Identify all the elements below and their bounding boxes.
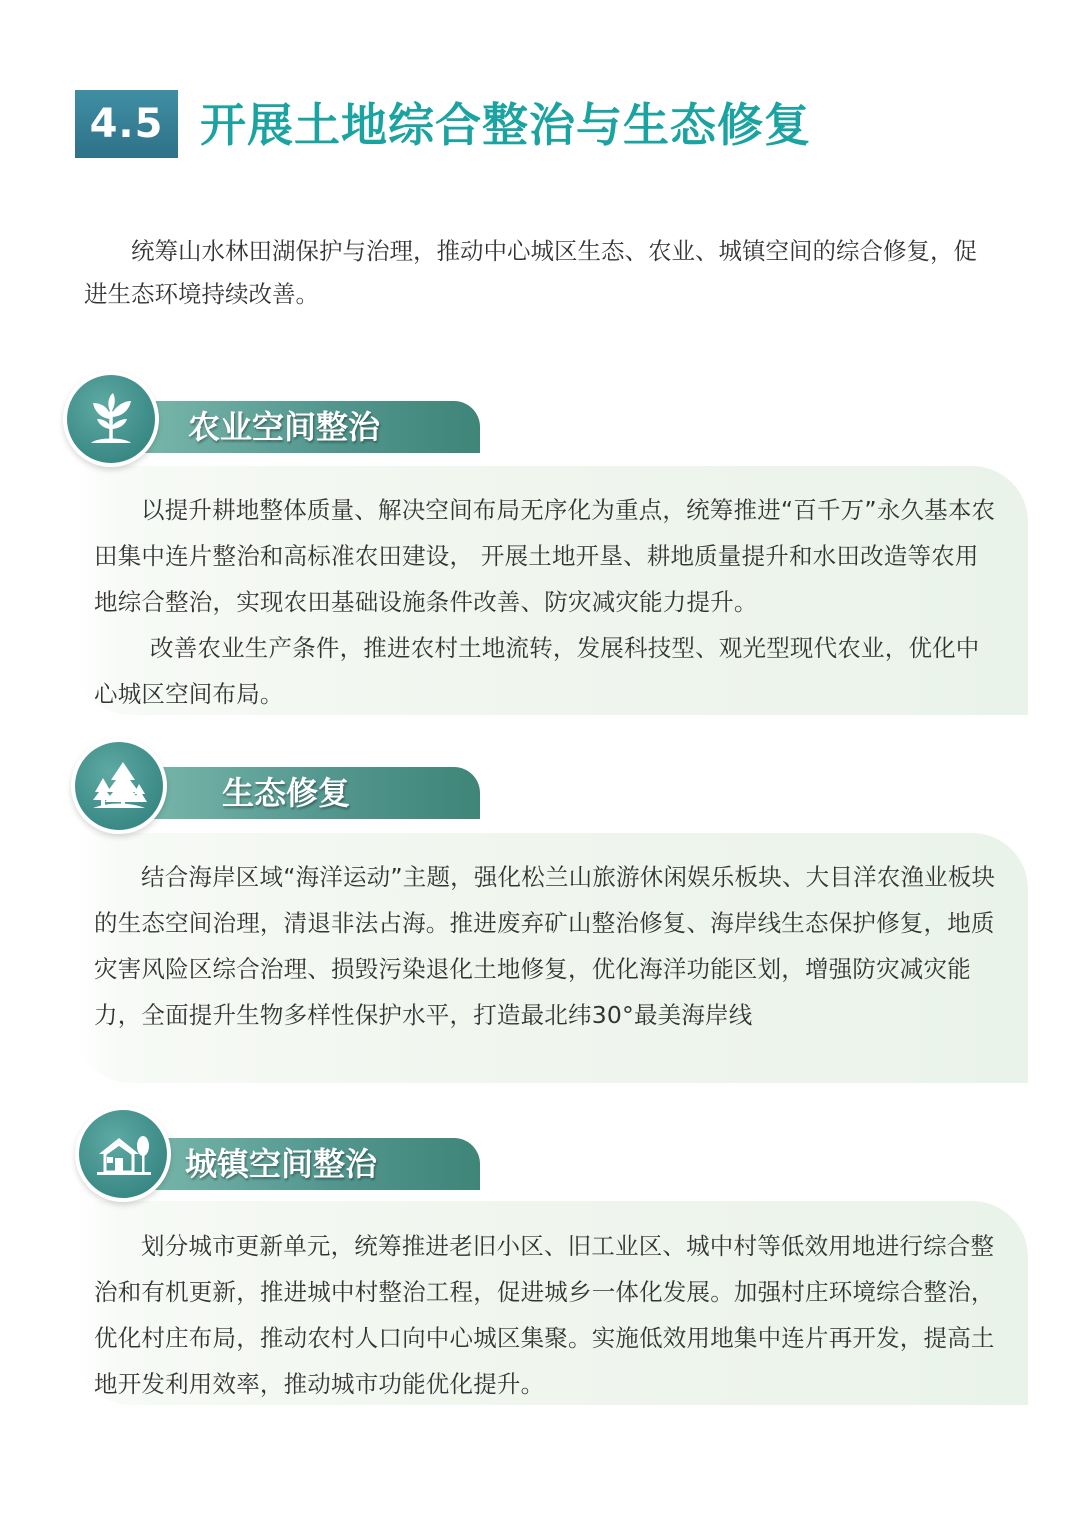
card-ecology-body <box>75 833 1028 1038</box>
card-ecology-paragraph-1: 结合海岸区域“海洋运动”主题，强化松兰山旅游休闲娱乐板块、大目洋农渔业板块的生态空间治理，清退非法占海。推进废弃矿山整治修复、海岸线生态保护修复，地质灾害风险区综合治理、损毁污染退化土地修复，优化海洋功能区划，增强防灾减灾能力，全面提升生物多样性保护水平，打造最北纬30°最美海岸线 <box>94 863 996 1029</box>
section-number: 4.5 <box>75 90 178 158</box>
house-icon <box>93 1124 153 1184</box>
section-title: 开展土地综合整治与生态修复 <box>200 98 811 152</box>
card-urban-paragraph-1: 划分城市更新单元，统筹推进老旧小区、旧工业区、城中村等低效用地进行综合整治和有机更新，推进城中村整治工程，促进城乡一体化发展。加强村庄环境综合整治，优化村庄布局，推动农村人口向中心城区集聚。实施低效用地集中连片再开发，提高土地开发利用效率，推动城市功能优化提升。 <box>94 1232 995 1398</box>
intro-text: 统筹山水林田湖保护与治理，推动中心城区生态、农业、城镇空间的综合修复，促进生态环境持续改善。 <box>84 237 977 308</box>
card-agriculture-paragraph-2: 改善农业生产条件，推进农村土地流转，发展科技型、观光型现代农业，优化中心城区空间布局。 <box>94 634 980 708</box>
label-urban: 城镇空间整治 <box>185 1145 378 1183</box>
section-header <box>0 90 1080 160</box>
label-ecology: 生态修复 <box>222 774 351 812</box>
card-agriculture-body <box>75 466 1028 717</box>
forest-icon <box>89 756 149 816</box>
sprout-icon <box>81 389 141 449</box>
sprout-icon-badge <box>63 371 159 467</box>
intro-paragraph <box>84 230 994 316</box>
card-agriculture <box>75 466 1028 715</box>
card-urban-body <box>75 1201 1028 1407</box>
card-ecology <box>75 833 1028 1083</box>
house-icon-badge <box>75 1106 171 1202</box>
label-bar-agriculture <box>110 401 480 453</box>
card-urban <box>75 1201 1028 1405</box>
label-agriculture: 农业空间整治 <box>188 408 381 446</box>
forest-icon-badge <box>71 738 167 834</box>
card-agriculture-paragraph-1: 以提升耕地整体质量、解决空间布局无序化为重点，统筹推进“百千万”永久基本农田集中连片整治和高标准农田建设， 开展土地开垦、耕地质量提升和水田改造等农用地综合整治，实现农田基础设施条件改善、防灾减灾能力提升。 <box>94 496 996 616</box>
